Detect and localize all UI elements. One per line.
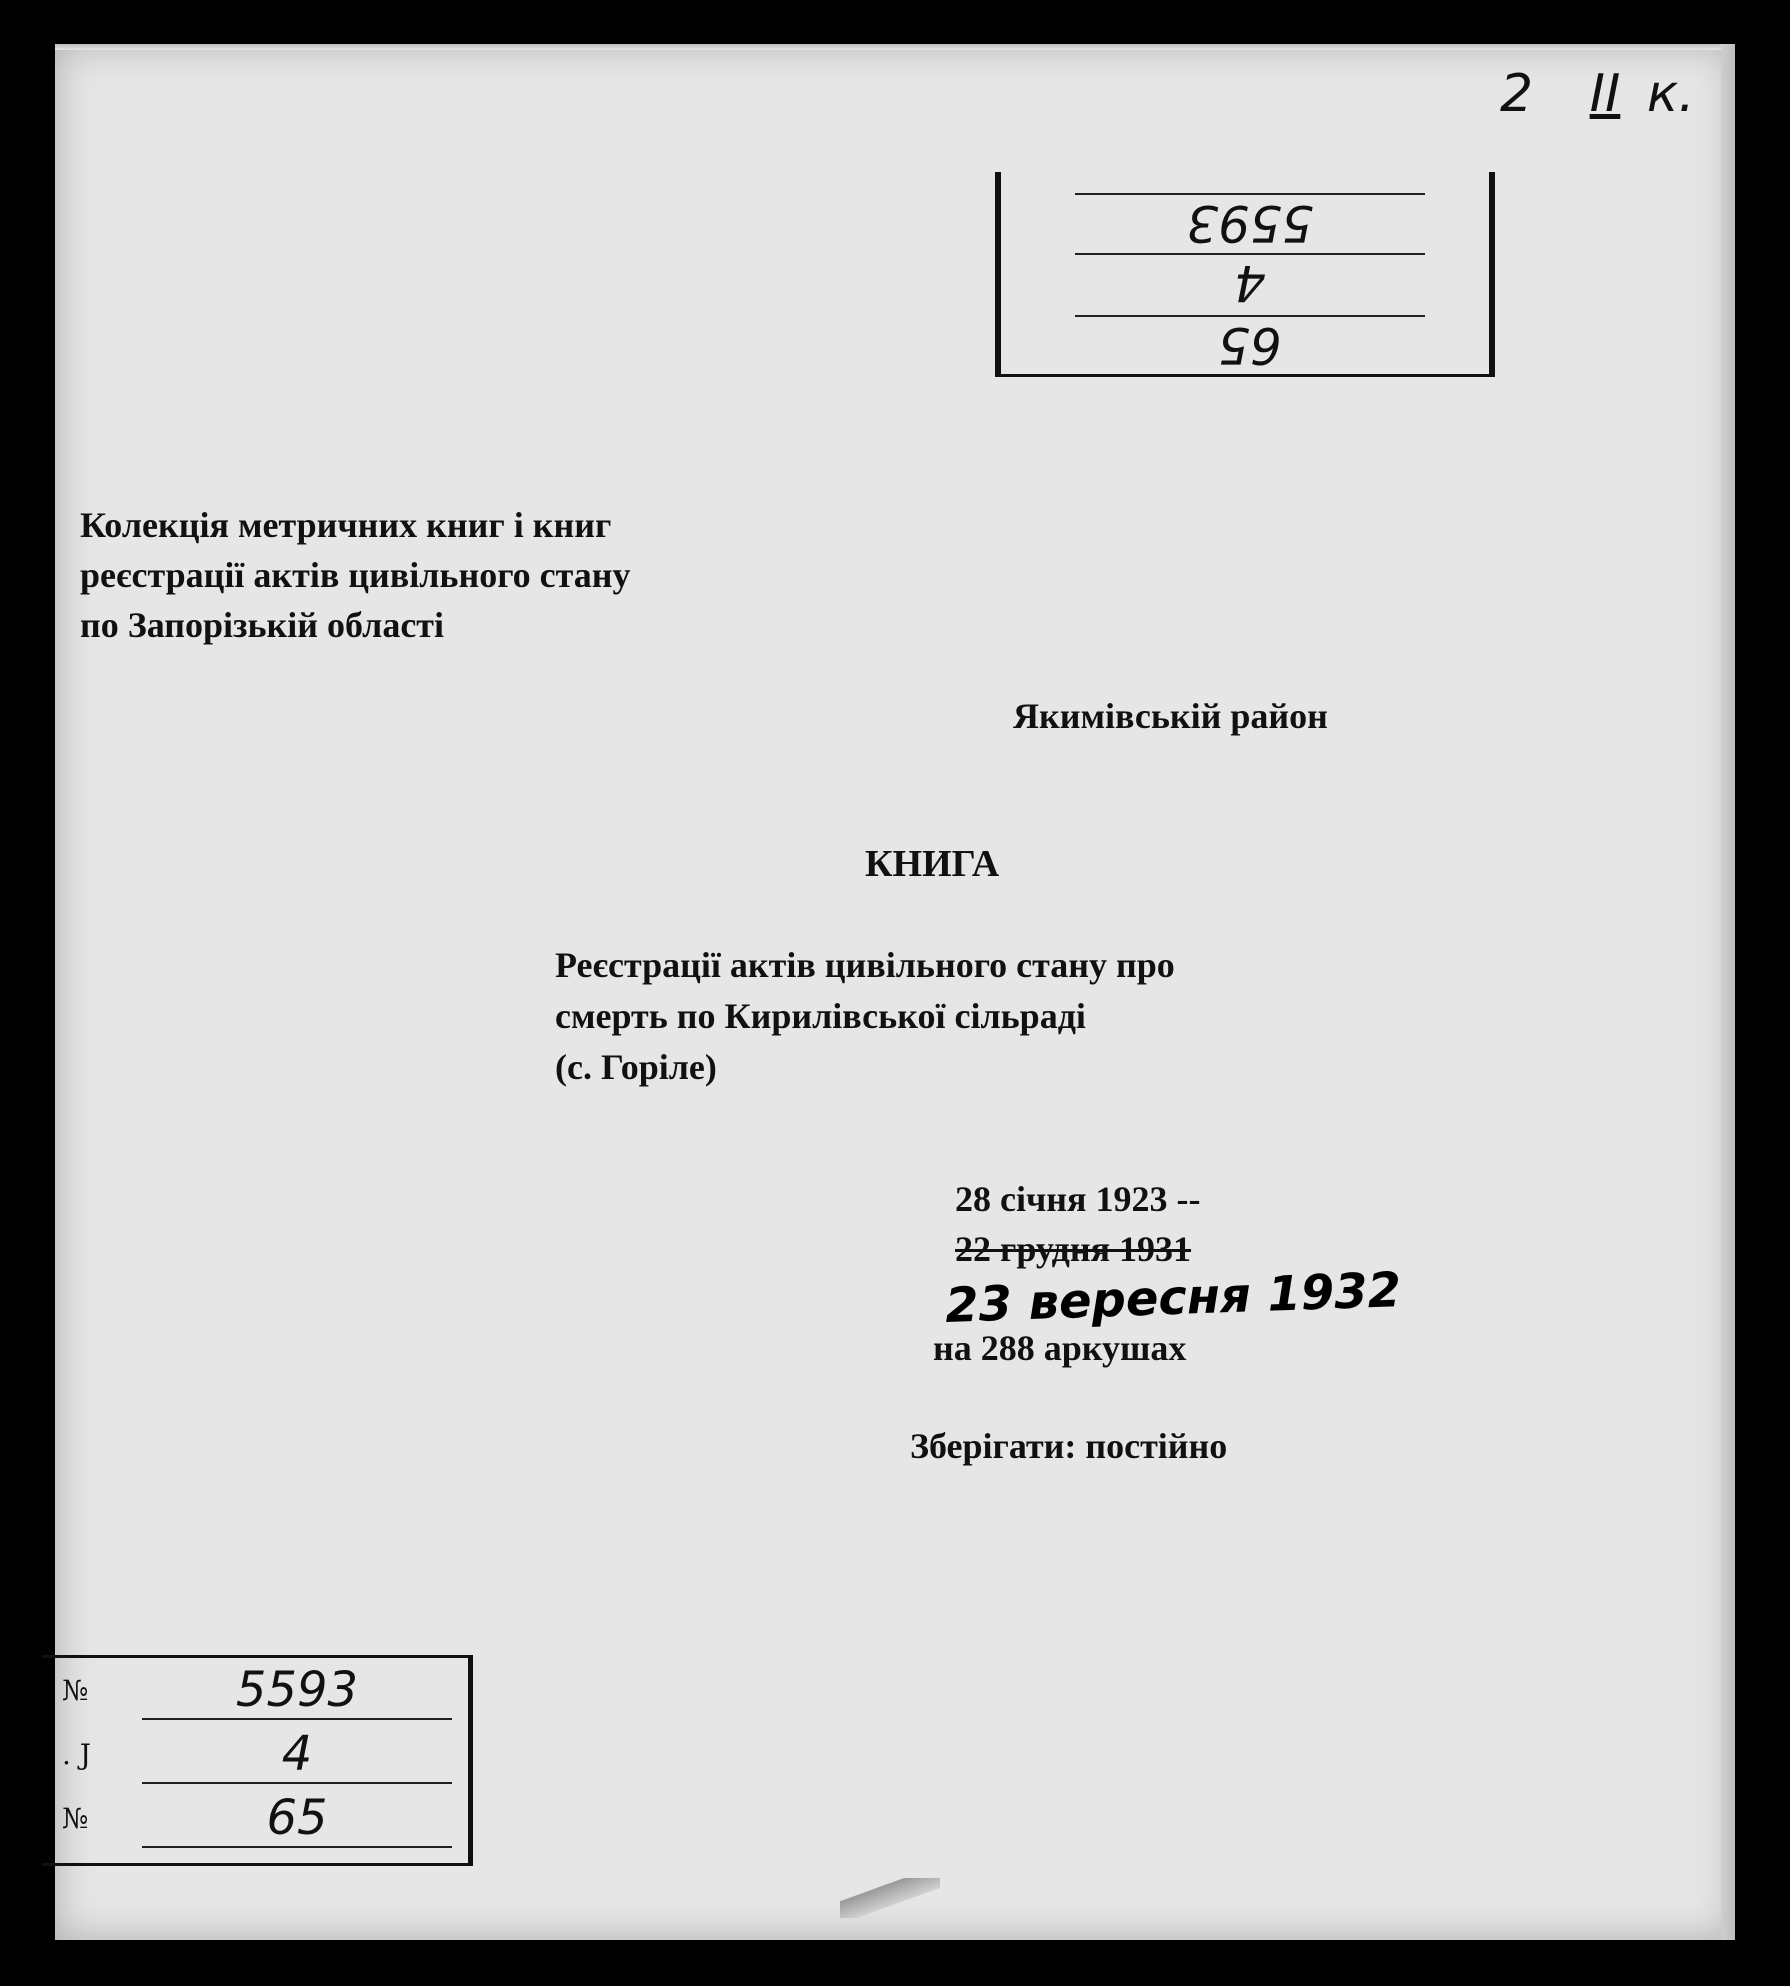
archive-stamp-top (995, 172, 1495, 377)
corner-note-roman: II (1589, 64, 1621, 124)
book-desc-line-3: (с. Горіле) (555, 1047, 717, 1087)
book-desc-line-1: Реєстрації актів цивільного стану про (555, 945, 1175, 985)
stamp-value-3: 65 (142, 1788, 452, 1848)
archive-stamp-bottom (42, 1655, 473, 1866)
book-title: КНИГА (865, 843, 1000, 885)
stamp-top-row-1: 65 (1075, 315, 1425, 372)
stamp-label-2: . J (62, 1738, 92, 1771)
corner-note-number: 2 (1500, 64, 1534, 124)
collection-line-3: по Запорізькій області (80, 605, 444, 645)
collection-line-1: Колекція метричних книг і книг (80, 505, 612, 545)
stamp-value-1: 5593 (142, 1660, 452, 1720)
date-end-handwritten: 23 вересня 1932 (944, 1262, 1402, 1334)
stamp-label-1: № (62, 1674, 89, 1707)
collection-heading (80, 500, 840, 650)
sheet-top-edge (55, 44, 1735, 50)
retention-note: Зберігати: постійно (910, 1426, 1228, 1466)
sheet-fold (1721, 44, 1735, 1940)
sheets-count: на 288 аркушах (933, 1328, 1187, 1368)
stamp-row-fund (42, 1660, 462, 1722)
collection-line-2: реєстрації актів цивільного стану (80, 555, 631, 595)
stamp-value-2: 4 (142, 1724, 452, 1784)
date-start: 28 січня 1923 -- (955, 1179, 1201, 1219)
stamp-row-inventory (42, 1724, 462, 1786)
corner-note-suffix: к. (1646, 64, 1695, 124)
book-desc-line-2: смерть по Кирилівської сільраді (555, 996, 1086, 1036)
district-label: Якимівській район (1013, 696, 1328, 736)
stamp-top-row-3: 5593 (1075, 193, 1425, 250)
book-description (555, 940, 1375, 1093)
corner-handwritten-note (1500, 64, 1695, 124)
stamp-label-3: № (62, 1802, 89, 1835)
stamp-top-row-2: 4 (1075, 253, 1425, 310)
date-end-struck: 22 грудня 1931 (955, 1229, 1192, 1269)
stamp-row-file (42, 1788, 462, 1850)
paper-tear (840, 1878, 940, 1918)
